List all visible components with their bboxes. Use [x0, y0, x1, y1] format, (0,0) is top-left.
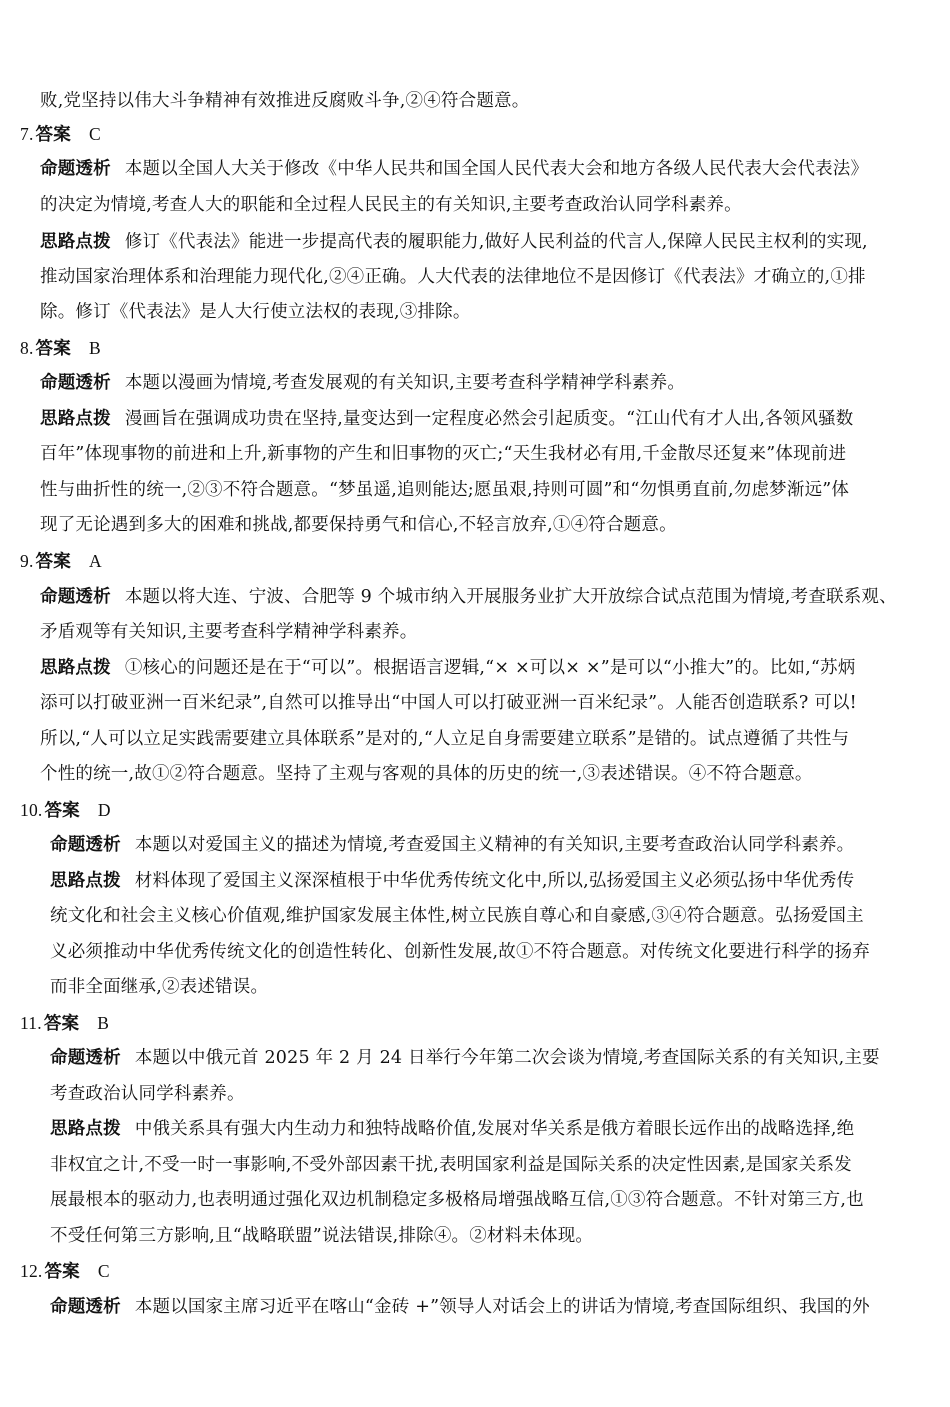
- q7-answer-line: [20, 121, 101, 148]
- q8-analysis-label: 命题透析: [40, 373, 111, 393]
- q7-hint-line-1: [40, 229, 868, 255]
- q7-answer-option: C: [88, 124, 101, 144]
- q9-analysis-line-1: [40, 584, 897, 610]
- q8-hint-line-3: 性与曲折性的统一,②③不符合题意。“梦虽遥,追则能达;愿虽艰,持则可圆”和“勿惧勇直前,勿虑梦渐远”体: [40, 480, 850, 500]
- q7-analysis-line-1: [40, 156, 868, 182]
- q9-hint-text-1: ①核心的问题还是在于“可以”。根据语言逻辑,“× ×可以× ×”是可以“小推大”的。比如,“苏炳: [124, 658, 856, 678]
- q11-number: 11.: [20, 1013, 42, 1033]
- q10-analysis-line-1: [50, 832, 854, 858]
- continuation-line: 败,党坚持以伟大斗争精神有效推进反腐败斗争,②④符合题意。: [40, 91, 530, 111]
- q7-analysis-line-2: 的决定为情境,考查人大的职能和全过程人民民主的有关知识,主要考查政治认同学科素养。: [40, 195, 742, 215]
- q8-answer-option: B: [88, 338, 101, 358]
- q12-analysis-label: 命题透析: [50, 1297, 121, 1317]
- q10-hint-line-3: 义必须推动中华优秀传统文化的创造性转化、创新性发展,故①不符合题意。对传统文化要进行科学的扬弃: [50, 942, 870, 962]
- q9-answer-option: A: [88, 551, 102, 571]
- q8-analysis-text-1: 本题以漫画为情境,考查发展观的有关知识,主要考查科学精神学科素养。: [124, 373, 686, 393]
- q11-hint-text-1: 中俄关系具有强大内生动力和独特战略价值,发展对华关系是俄方着眼长远作出的战略选择,绝: [134, 1119, 855, 1139]
- q11-answer-label: 答案: [43, 1014, 80, 1034]
- q8-hint-line-2: 百年”体现事物的前进和上升,新事物的产生和旧事物的灭亡;“天生我材必有用,千金散尽还复来”体现前进: [40, 444, 847, 464]
- q10-number: 10.: [20, 800, 43, 820]
- q7-hint-text-1: 修订《代表法》能进一步提高代表的履职能力,做好人民利益的代言人,保障人民民主权利的实现,: [124, 232, 868, 252]
- q12-analysis-text-1: 本题以国家主席习近平在喀山“金砖 +”领导人对话会上的讲话为情境,考查国际组织、我国的外: [134, 1297, 870, 1317]
- q10-analysis-text-1: 本题以对爱国主义的描述为情境,考查爱国主义精神的有关知识,主要考查政治认同学科素养。: [134, 835, 855, 855]
- q9-analysis-text-1: 本题以将大连、宁波、合肥等 9 个城市纳入开展服务业扩大开放综合试点范围为情境,考查联系观、: [124, 587, 897, 607]
- q12-answer-option: C: [97, 1261, 110, 1281]
- q9-hint-line-2: 添可以打破亚洲一百米纪录”,自然可以推导出“中国人可以打破亚洲一百米纪录”。人能否创造联系? 可以!: [40, 693, 857, 713]
- q11-hint-line-1: [50, 1116, 854, 1142]
- q7-hint-line-2: 推动国家治理体系和治理能力现代化,②④正确。人大代表的法律地位不是因修订《代表法》才确立的,①排: [40, 267, 866, 287]
- q9-analysis-label: 命题透析: [40, 587, 111, 607]
- q12-number: 12.: [20, 1261, 43, 1281]
- q9-hint-label: 思路点拨: [40, 658, 111, 678]
- q9-answer-line: [20, 548, 102, 575]
- q12-analysis-line-1: [50, 1294, 870, 1320]
- q7-analysis-text-1: 本题以全国人大关于修改《中华人民共和国全国人民代表大会和地方各级人民代表大会代表法》: [124, 159, 869, 179]
- q11-analysis-line-1: [50, 1045, 880, 1071]
- q8-answer-line: [20, 335, 101, 362]
- q7-hint-label: 思路点拨: [40, 232, 111, 252]
- q10-hint-label: 思路点拨: [50, 871, 121, 891]
- q12-answer-label: 答案: [44, 1262, 80, 1282]
- q10-answer-label: 答案: [44, 801, 80, 821]
- q9-number: 9.: [20, 551, 34, 571]
- q10-answer-option: D: [97, 800, 111, 820]
- q11-analysis-text-1: 本题以中俄元首 2025 年 2 月 24 日举行今年第二次会谈为情境,考查国际关系的有关知识,主要: [134, 1048, 880, 1068]
- q9-hint-line-4: 个性的统一,故①②符合题意。坚持了主观与客观的具体的历史的统一,③表述错误。④不符合题意。: [40, 764, 813, 784]
- q8-number: 8.: [20, 338, 34, 358]
- q8-hint-text-1: 漫画旨在强调成功贵在坚持,量变达到一定程度必然会引起质变。“江山代有才人出,各领风骚数: [124, 409, 854, 429]
- q7-analysis-label: 命题透析: [40, 159, 111, 179]
- q7-hint-line-3: 除。修订《代表法》是人大行使立法权的表现,③排除。: [40, 302, 471, 322]
- q11-analysis-line-2: 考查政治认同学科素养。: [50, 1084, 245, 1104]
- q9-answer-label: 答案: [35, 552, 71, 572]
- q11-answer-option: B: [97, 1013, 110, 1033]
- q11-analysis-label: 命题透析: [50, 1048, 121, 1068]
- q8-answer-label: 答案: [35, 339, 71, 359]
- q9-hint-line-3: 所以,“人可以立足实践需要建立具体联系”是对的,“人立足自身需要建立联系”是错的。试点遵循了共性与: [40, 729, 850, 749]
- q10-hint-text-1: 材料体现了爱国主义深深植根于中华优秀传统文化中,所以,弘扬爱国主义必须弘扬中华优秀传: [134, 871, 855, 891]
- q8-hint-line-1: [40, 406, 853, 432]
- q10-hint-line-2: 统文化和社会主义核心价值观,维护国家发展主体性,树立民族自尊心和自豪感,③④符合题意。弘扬爱国主: [50, 906, 864, 926]
- q11-hint-line-3: 展最根本的驱动力,也表明通过强化双边机制稳定多极格局增强战略互信,①③符合题意。不针对第三方,也: [50, 1190, 864, 1210]
- q7-number: 7.: [20, 124, 34, 144]
- q8-hint-line-4: 现了无论遇到多大的困难和挑战,都要保持勇气和信心,不轻言放弃,①④符合题意。: [40, 515, 677, 535]
- q9-hint-line-1: [40, 655, 855, 681]
- q11-answer-line: [20, 1010, 109, 1037]
- q7-answer-label: 答案: [35, 125, 71, 145]
- q10-hint-line-4: 而非全面继承,②表述错误。: [50, 977, 269, 997]
- q11-hint-line-4: 不受任何第三方影响,且“战略联盟”说法错误,排除④。②材料未体现。: [50, 1226, 594, 1246]
- q10-analysis-label: 命题透析: [50, 835, 121, 855]
- q10-answer-line: [20, 797, 111, 824]
- q11-hint-label: 思路点拨: [50, 1119, 121, 1139]
- q8-hint-label: 思路点拨: [40, 409, 111, 429]
- q9-analysis-line-2: 矛盾观等有关知识,主要考查科学精神学科素养。: [40, 622, 418, 642]
- q12-answer-line: [20, 1258, 110, 1285]
- q8-analysis-line-1: [40, 370, 685, 396]
- q10-hint-line-1: [50, 868, 854, 894]
- q11-hint-line-2: 非权宜之计,不受一时一事影响,不受外部因素干扰,表明国家利益是国际关系的决定性因素,是国家关系发: [50, 1155, 852, 1175]
